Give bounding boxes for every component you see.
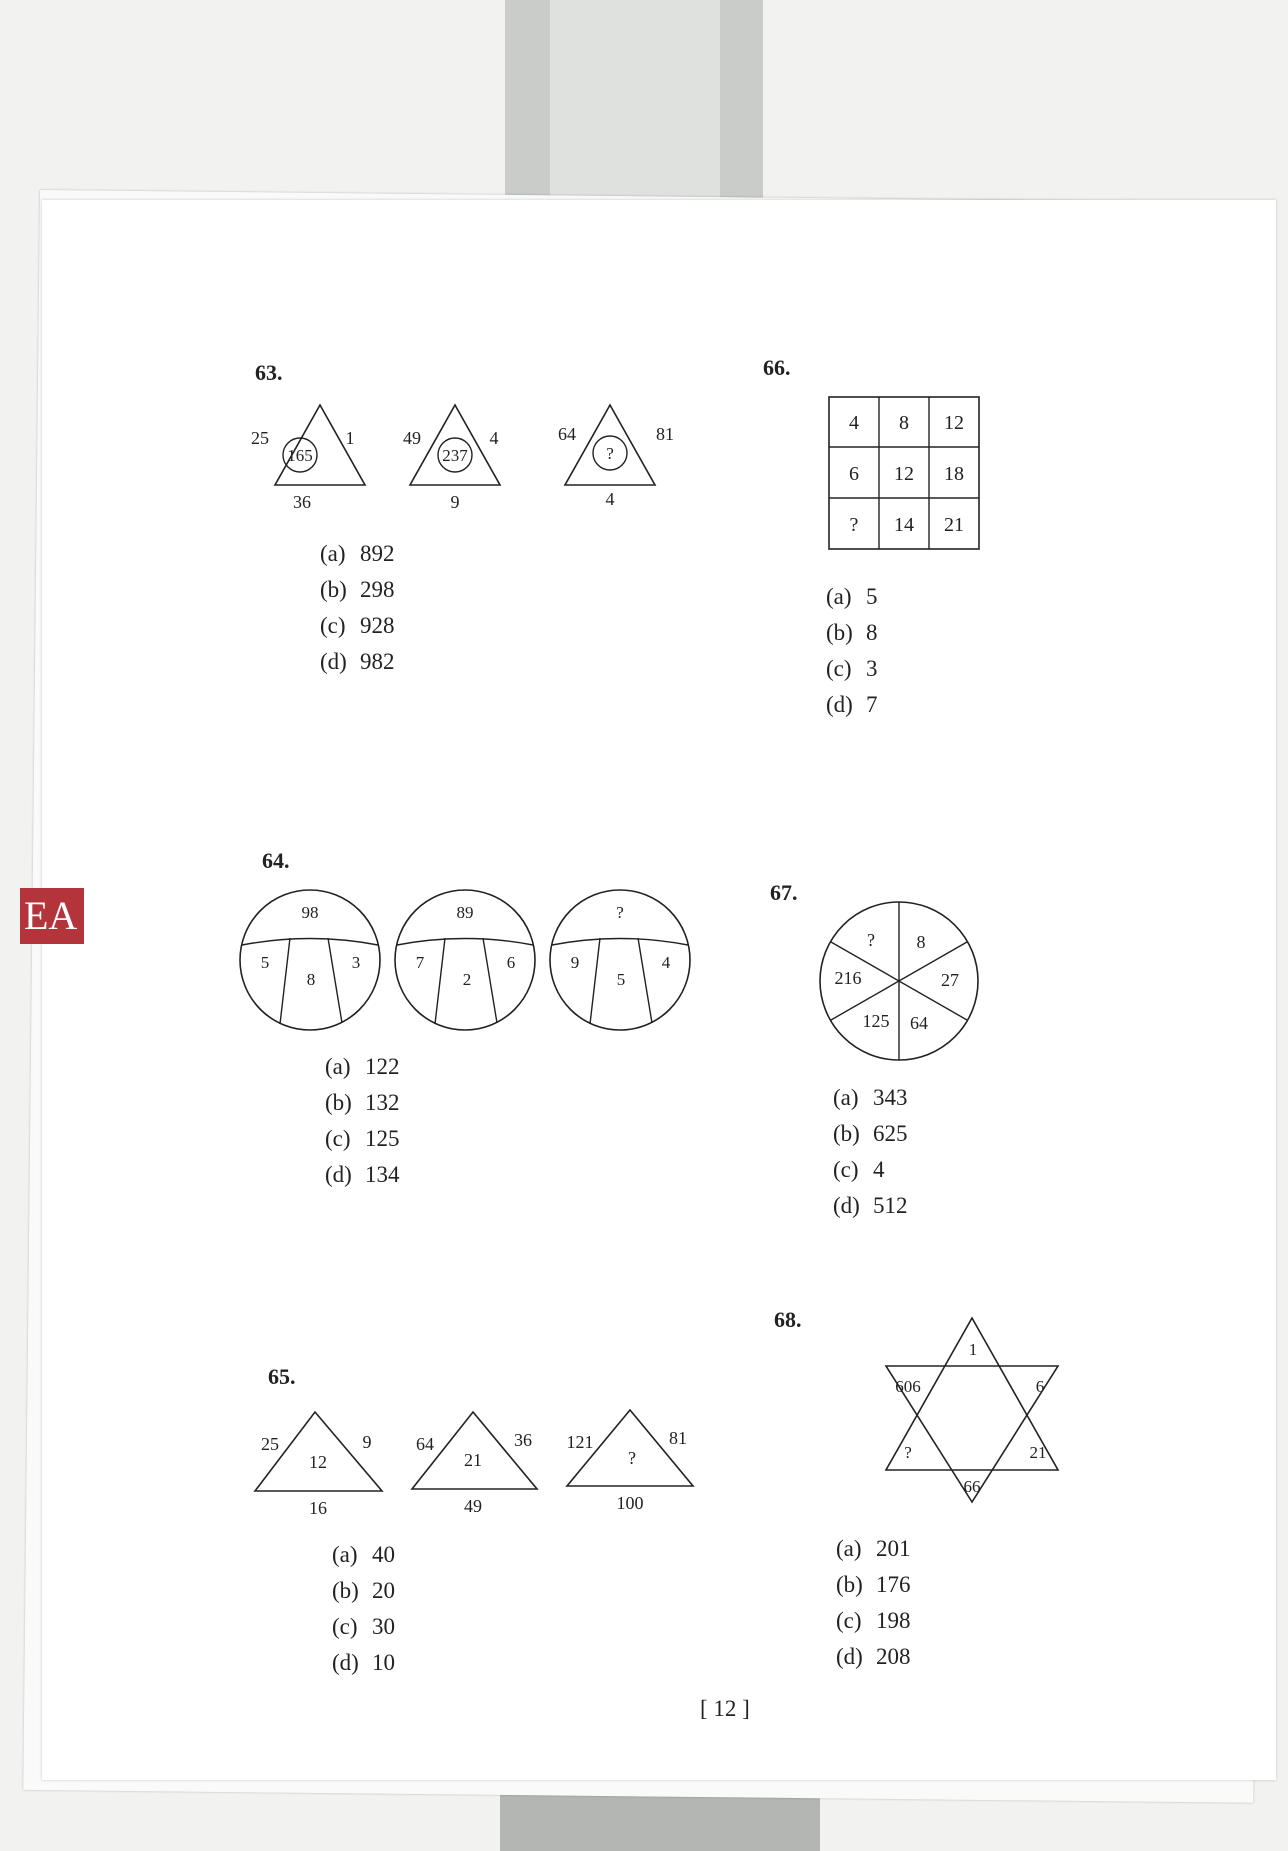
q63-t1-left: 25 bbox=[251, 428, 269, 448]
q64-circle-3 bbox=[550, 890, 690, 1030]
q64-c3-left: 9 bbox=[570, 953, 580, 972]
q68-option-c[interactable]: (c) 198 bbox=[836, 1608, 911, 1633]
q64-c1-left: 5 bbox=[260, 953, 270, 972]
question-number-67: 67. bbox=[770, 880, 798, 905]
q64-c3-top: ? bbox=[616, 903, 624, 922]
q65-options bbox=[332, 1537, 395, 1681]
q67-sector-circle bbox=[818, 900, 980, 1062]
q67-options bbox=[833, 1080, 908, 1224]
q68-star-lower-right: 21 bbox=[1029, 1443, 1047, 1462]
q64-c1-right: 3 bbox=[351, 953, 361, 972]
q64-figure bbox=[238, 888, 698, 1038]
q68-star-bottom: 66 bbox=[963, 1477, 981, 1496]
q66-cell: 8 bbox=[899, 412, 909, 434]
q64-c1-top: 98 bbox=[301, 903, 319, 922]
q65-option-c[interactable]: (c) 30 bbox=[332, 1614, 395, 1639]
q63-t1-bottom: 36 bbox=[293, 492, 311, 512]
q65-t1-center: 12 bbox=[309, 1452, 327, 1472]
q63-t3-right: 81 bbox=[656, 424, 674, 444]
q64-c2-top: 89 bbox=[456, 903, 474, 922]
q68-star-upper-right: 6 bbox=[1035, 1377, 1045, 1396]
q63-t2-bottom: 9 bbox=[450, 492, 460, 512]
question-number-66: 66. bbox=[763, 355, 791, 380]
q65-t2-center: 21 bbox=[464, 1450, 482, 1470]
q64-c2-right: 6 bbox=[506, 953, 516, 972]
q63-options bbox=[320, 536, 395, 680]
q63-triangle-1 bbox=[251, 405, 365, 512]
q66-cell: 12 bbox=[894, 463, 914, 485]
q66-option-b[interactable]: (b) 8 bbox=[826, 620, 878, 645]
q65-t1-left: 25 bbox=[261, 1434, 279, 1454]
q66-options bbox=[826, 579, 878, 723]
q66-cell: ? bbox=[849, 514, 859, 536]
q63-t3-left: 64 bbox=[558, 424, 576, 444]
q66-option-d[interactable]: (d) 7 bbox=[826, 692, 878, 717]
q65-t1-bottom: 16 bbox=[309, 1498, 327, 1518]
q63-t3-center: ? bbox=[606, 444, 614, 463]
q63-t1-right: 1 bbox=[345, 428, 355, 448]
question-number-63: 63. bbox=[255, 360, 283, 385]
q66-option-a[interactable]: (a) 5 bbox=[826, 584, 878, 609]
q67-sector-top-right: 8 bbox=[916, 932, 926, 952]
q68-star-top: 1 bbox=[968, 1340, 978, 1359]
page-number: [ 12 ] bbox=[700, 1696, 750, 1721]
q64-circle-1 bbox=[240, 890, 380, 1030]
q67-sector-bottom-right: 64 bbox=[910, 1013, 928, 1033]
question-number-64: 64. bbox=[262, 848, 290, 873]
q65-figure bbox=[250, 1400, 710, 1520]
q64-c3-right: 4 bbox=[661, 953, 671, 972]
q63-t2-right: 4 bbox=[489, 428, 499, 448]
q63-option-a[interactable]: (a) 892 bbox=[320, 541, 395, 566]
q64-c2-bottom: 2 bbox=[462, 970, 472, 989]
q65-option-b[interactable]: (b) 20 bbox=[332, 1578, 395, 1603]
q65-triangle-2 bbox=[412, 1412, 537, 1516]
q68-option-d[interactable]: (d) 208 bbox=[836, 1644, 911, 1669]
q66-cell: 4 bbox=[849, 412, 859, 434]
q66-cell: 12 bbox=[944, 412, 964, 434]
q67-sector-right: 27 bbox=[941, 970, 959, 990]
q67-option-a[interactable]: (a) 343 bbox=[833, 1085, 908, 1110]
q65-t2-left: 64 bbox=[416, 1434, 434, 1454]
q66-grid bbox=[828, 396, 980, 550]
q66-cell: 14 bbox=[894, 514, 914, 536]
q65-triangle-3 bbox=[567, 1410, 694, 1513]
q65-triangle-1 bbox=[255, 1412, 382, 1518]
q65-t2-right: 36 bbox=[514, 1430, 532, 1450]
q63-t3-bottom: 4 bbox=[605, 489, 615, 509]
q64-option-b[interactable]: (b) 132 bbox=[325, 1090, 400, 1115]
q66-cell: 21 bbox=[944, 514, 964, 536]
q65-option-d[interactable]: (d) 10 bbox=[332, 1650, 395, 1675]
q66-cell: 6 bbox=[849, 463, 859, 485]
question-number-65: 65. bbox=[268, 1364, 296, 1389]
q64-c1-bottom: 8 bbox=[306, 970, 316, 989]
q68-star-upper-left: 606 bbox=[895, 1377, 921, 1396]
question-number-68: 68. bbox=[774, 1307, 802, 1332]
q65-option-a[interactable]: (a) 40 bbox=[332, 1542, 395, 1567]
q63-triangle-2 bbox=[403, 405, 500, 512]
q68-option-a[interactable]: (a) 201 bbox=[836, 1536, 911, 1561]
q64-options bbox=[325, 1049, 400, 1193]
q64-option-c[interactable]: (c) 125 bbox=[325, 1126, 400, 1151]
q64-c2-left: 7 bbox=[415, 953, 425, 972]
q64-circle-2 bbox=[395, 890, 535, 1030]
q64-c3-bottom: 5 bbox=[616, 970, 626, 989]
q66-cell: 18 bbox=[944, 463, 964, 485]
q63-t2-center: 237 bbox=[442, 446, 468, 465]
q65-t3-bottom: 100 bbox=[616, 1493, 644, 1513]
q63-t2-left: 49 bbox=[403, 428, 421, 448]
q64-option-a[interactable]: (a) 122 bbox=[325, 1054, 400, 1079]
side-tab: EA bbox=[20, 888, 84, 944]
q68-star bbox=[866, 1310, 1086, 1510]
scanner-holder-clip bbox=[550, 0, 720, 215]
q64-option-d[interactable]: (d) 134 bbox=[325, 1162, 400, 1187]
q66-option-c[interactable]: (c) 3 bbox=[826, 656, 878, 681]
q63-figure bbox=[235, 400, 775, 515]
q63-option-d[interactable]: (d) 982 bbox=[320, 649, 395, 674]
q67-sector-top-left: ? bbox=[867, 930, 875, 950]
q63-option-b[interactable]: (b) 298 bbox=[320, 577, 395, 602]
q67-sector-left: 216 bbox=[834, 968, 862, 988]
q67-option-d[interactable]: (d) 512 bbox=[833, 1193, 908, 1218]
q68-options bbox=[836, 1531, 911, 1675]
q65-t3-center: ? bbox=[628, 1448, 636, 1468]
q63-option-c[interactable]: (c) 928 bbox=[320, 613, 395, 638]
q67-option-c[interactable]: (c) 4 bbox=[833, 1157, 885, 1182]
q65-t3-right: 81 bbox=[669, 1428, 687, 1448]
q68-star-lower-left: ? bbox=[904, 1443, 912, 1462]
q67-option-b[interactable]: (b) 625 bbox=[833, 1121, 908, 1146]
q65-t2-bottom: 49 bbox=[464, 1496, 482, 1516]
q63-triangle-3 bbox=[558, 405, 674, 509]
q65-t1-right: 9 bbox=[362, 1432, 372, 1452]
q65-t3-left: 121 bbox=[566, 1432, 594, 1452]
q67-sector-bottom-left: 125 bbox=[862, 1011, 890, 1031]
q63-t1-center: 165 bbox=[287, 446, 313, 465]
q68-option-b[interactable]: (b) 176 bbox=[836, 1572, 911, 1597]
